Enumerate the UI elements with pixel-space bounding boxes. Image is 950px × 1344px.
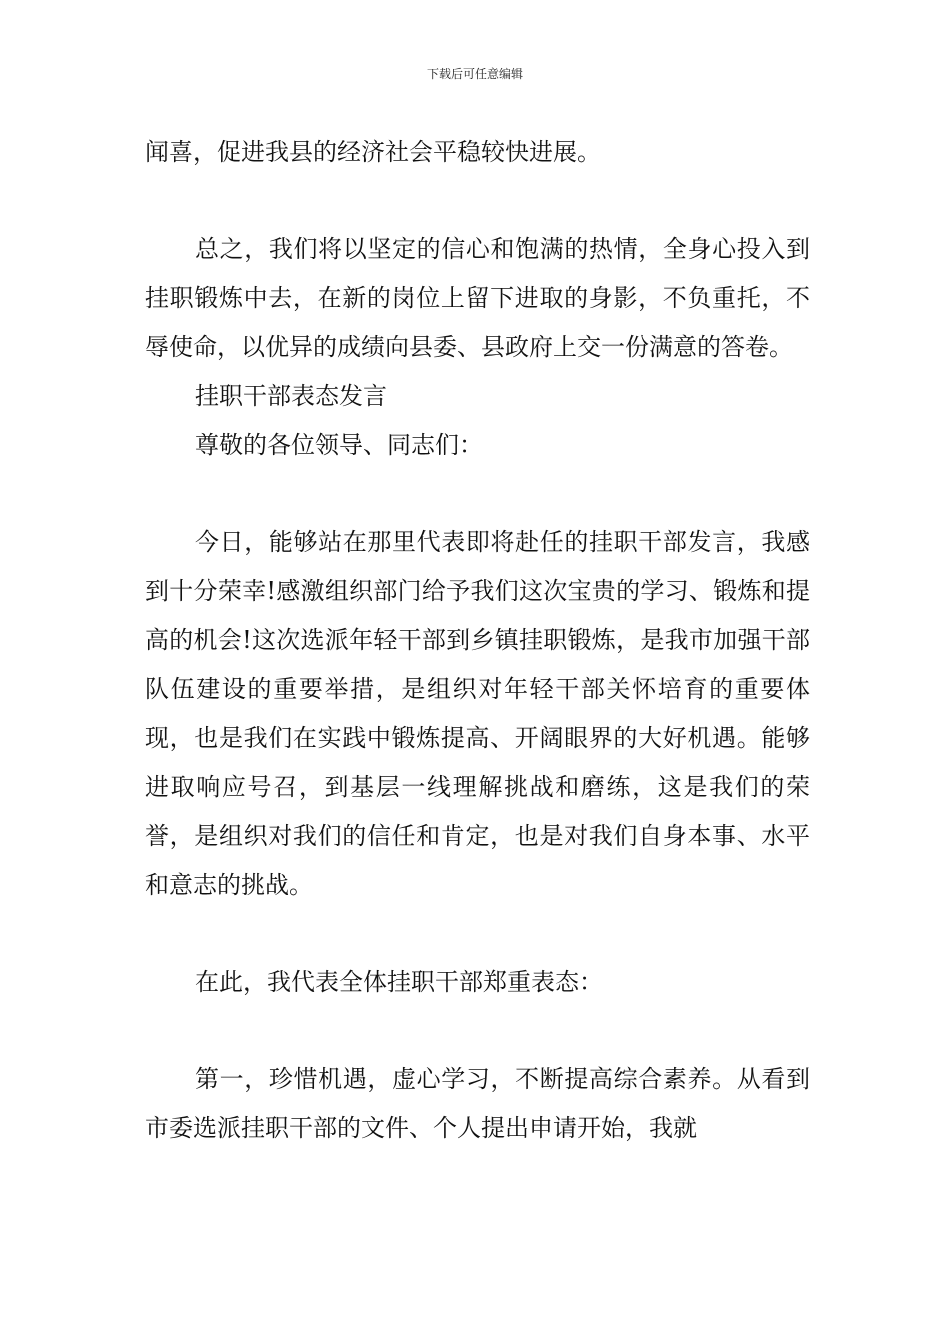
paragraph-gap <box>145 1007 810 1055</box>
paragraph-gap <box>145 910 810 958</box>
page-header-note: 下载后可任意编辑 <box>426 67 523 81</box>
paragraph-gap <box>145 177 810 225</box>
salutation: 尊敬的各位领导、同志们： <box>195 431 483 459</box>
paragraph-summary: 总之，我们将以坚定的信心和饱满的热情，全身心投入到挂职锻炼中去，在新的岗位上留下进取的身影，不负重托，不辱使命，以优异的成绩向县委、县政府上交一份满意的答卷。 <box>145 235 810 361</box>
paragraph-statement: 在此，我代表全体挂职干部郑重表态： <box>195 968 603 996</box>
paragraph-continuation: 闻喜，促进我县的经济社会平稳较快进展。 <box>145 138 601 166</box>
document-body <box>145 128 810 1153</box>
paragraph-opening: 今日，能够站在那里代表即将赴任的挂职干部发言，我感到十分荣幸!感激组织部门给予我们这次宝贵的学习、锻炼和提高的机会!这次选派年轻干部到乡镇挂职锻炼，是我市加强干部队伍建设的重要举措，是组织对年轻干部关怀培育的重要体现，也是我们在实践中锻炼提高、开阔眼界的大好机遇。能够进取响应号召，到基层一线理解挑战和磨练，这是我们的荣誉，是组织对我们的信任和肯定，也是对我们自身本事、水平和意志的挑战。 <box>145 528 810 899</box>
paragraph-gap <box>145 470 810 518</box>
paragraph-first-point: 第一，珍惜机遇，虚心学习，不断提高综合素养。从看到市委选派挂职干部的文件、个人提出申请开始，我就 <box>145 1065 810 1142</box>
speech-title: 挂职干部表态发言 <box>195 382 387 410</box>
